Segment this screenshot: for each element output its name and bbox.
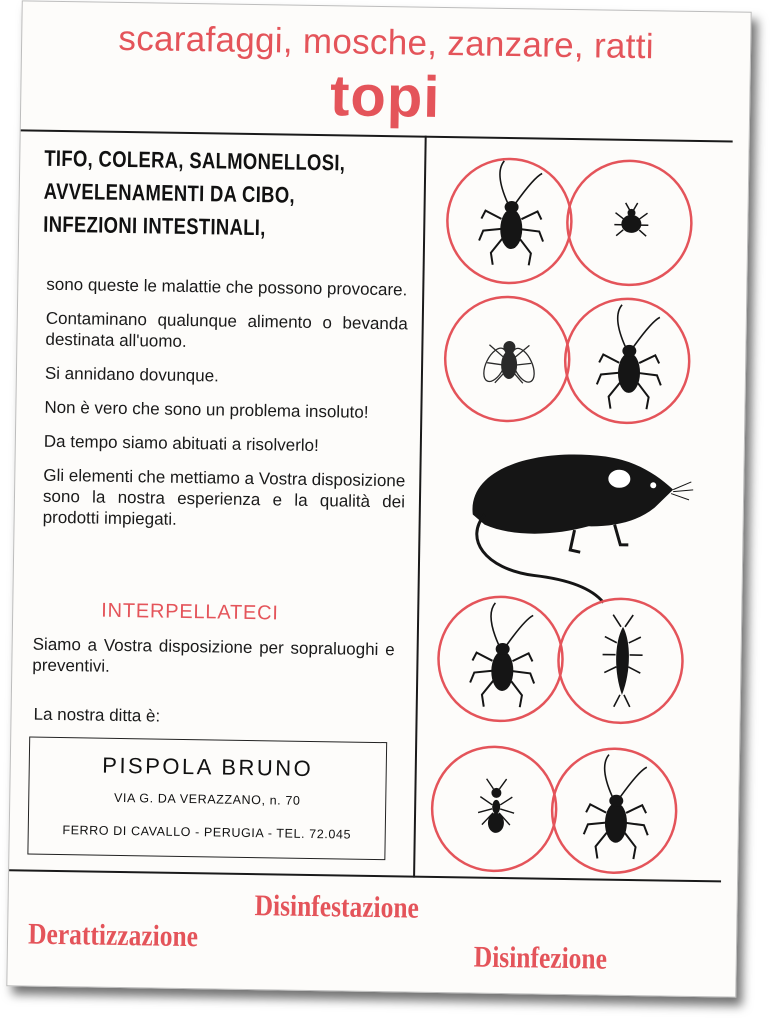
circle-pair-2 <box>444 296 690 424</box>
disease-line: AVVELENAMENTI DA CIBO, <box>43 178 296 208</box>
cockroach-icon <box>583 754 649 859</box>
company-intro: La nostra ditta è: <box>33 704 161 726</box>
flyer-sheet <box>6 0 751 997</box>
circle-pair-1 <box>446 158 692 286</box>
company-address: VIA G. DA VERAZZANO, n. 70 <box>113 790 301 808</box>
service-disinfezione: Disinfezione <box>473 940 608 976</box>
rat-icon <box>471 453 694 604</box>
service-disinfestazione: Disinfestazione <box>254 889 420 925</box>
cockroach-icon <box>596 304 662 409</box>
paragraph: Da tempo siamo abituati a risolverlo! <box>43 431 319 456</box>
disease-line: INFEZIONI INTESTINALI, <box>43 211 266 241</box>
ant-icon <box>478 779 515 834</box>
disease-line: TIFO, COLERA, SALMONELLOSI, <box>44 145 346 176</box>
service-derattizzazione: Derattizzazione <box>27 917 199 954</box>
cockroach-icon <box>470 602 536 707</box>
header-topi: topi <box>329 63 441 130</box>
pest-illustrations <box>7 1 750 996</box>
header-pests: scarafaggi, mosche, zanzare, ratti <box>118 18 655 67</box>
paragraph: Si annidano dovunque. <box>44 363 219 386</box>
cta-heading: INTERPELLATECI <box>101 599 279 625</box>
paragraph: sono queste le malattie che possono provocare. <box>46 274 408 300</box>
circle-pair-3 <box>438 596 684 724</box>
circle-pair-4 <box>431 746 677 874</box>
cta-body: Siamo a Vostra disposizione per sopraluoghi e preventivi. <box>32 634 395 676</box>
paragraph: Gli elementi che mettiamo a Vostra disposizione sono la nostra esperienza e la qualità dei prodotti impiegati. <box>42 465 406 529</box>
cockroach-icon <box>479 161 545 266</box>
fly-icon <box>479 341 539 386</box>
paragraph: Non è vero che sono un problema insoluto! <box>44 397 369 422</box>
paragraph: Contaminano qualunque alimento o bevanda destinata all'uomo. <box>45 308 408 351</box>
silverfish-icon <box>602 615 643 708</box>
company-name: PISPOLA BRUNO <box>102 752 314 781</box>
company-city-phone: FERRO DI CAVALLO - PERUGIA - TEL. 72.045 <box>62 823 352 842</box>
bug-icon <box>614 203 649 237</box>
